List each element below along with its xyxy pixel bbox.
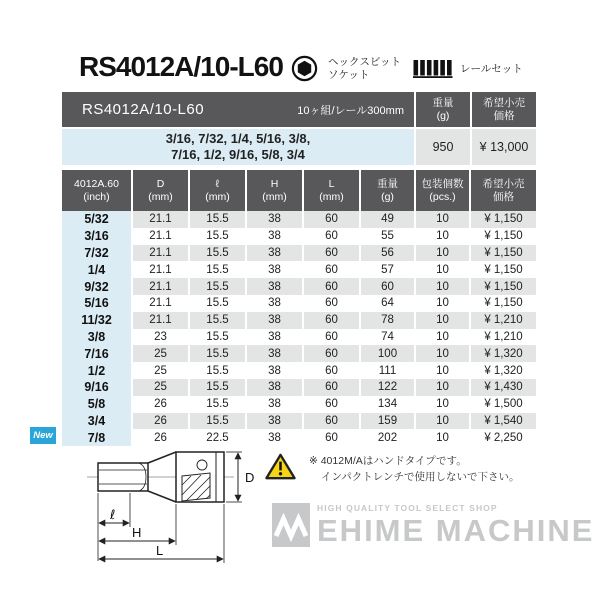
cell-price: ¥ 1,430: [471, 379, 536, 396]
rail-set-label: レールセット: [460, 63, 523, 75]
cell-inch: 7/16: [62, 345, 131, 362]
cell-weight: 122: [361, 379, 414, 396]
summary-model-cell: [62, 92, 414, 127]
cell-h: 38: [247, 245, 302, 262]
cell-inch: 3/4: [62, 413, 131, 430]
cell-pcs: 10: [416, 329, 469, 346]
cell-price: ¥ 1,150: [471, 295, 536, 312]
cell-ell: 15.5: [190, 379, 245, 396]
cell-h: 38: [247, 211, 302, 228]
cell-pcs: 10: [416, 295, 469, 312]
cell-d: 21.1: [133, 278, 188, 295]
cell-h: 38: [247, 329, 302, 346]
table-row: [62, 429, 536, 446]
cell-h: 38: [247, 396, 302, 413]
cell-d: 21.1: [133, 228, 188, 245]
cell-weight: 78: [361, 312, 414, 329]
column-header-l: L (mm): [304, 170, 359, 211]
cell-inch: 1/2: [62, 362, 131, 379]
cell-price: ¥ 1,210: [471, 312, 536, 329]
cell-h: 38: [247, 295, 302, 312]
dimension-drawing: [60, 447, 298, 576]
table-row: [62, 362, 536, 379]
column-header-price: 希望小売 価格: [471, 170, 536, 211]
summary-sizes-cell: [62, 129, 414, 165]
cell-pcs: 10: [416, 312, 469, 329]
cell-price: ¥ 1,540: [471, 413, 536, 430]
cell-pcs: 10: [416, 211, 469, 228]
cell-h: 38: [247, 345, 302, 362]
cell-inch: 3/16: [62, 228, 131, 245]
cell-l: 60: [304, 429, 359, 446]
sizes-line2: 7/16, 1/2, 9/16, 5/8, 3/4: [171, 147, 305, 162]
cell-price: ¥ 1,150: [471, 278, 536, 295]
svg-text:L: L: [156, 543, 164, 558]
cell-weight: 111: [361, 362, 414, 379]
column-header-inch: 4012A.60 (inch): [62, 170, 131, 211]
cell-weight: 74: [361, 329, 414, 346]
column-header-ell: ℓ (mm): [190, 170, 245, 211]
warning-note: [264, 452, 520, 487]
spec-table-header: [62, 170, 536, 211]
cell-ell: 15.5: [190, 211, 245, 228]
cell-d: 21.1: [133, 312, 188, 329]
summary-weight-header: [416, 92, 470, 127]
cell-l: 60: [304, 228, 359, 245]
cell-l: 60: [304, 211, 359, 228]
cell-price: ¥ 1,150: [471, 261, 536, 278]
summary-price-value: ¥ 13,000: [472, 129, 536, 165]
summary-price-header: [472, 92, 536, 127]
cell-inch: 5/8: [62, 396, 131, 413]
cell-pcs: 10: [416, 429, 469, 446]
cell-d: 23: [133, 329, 188, 346]
cell-ell: 15.5: [190, 312, 245, 329]
price-header-line1: 希望小売: [483, 97, 525, 109]
cell-pcs: 10: [416, 245, 469, 262]
cell-weight: 56: [361, 245, 414, 262]
table-row: [62, 261, 536, 278]
cell-pcs: 10: [416, 413, 469, 430]
cell-inch: 7/32: [62, 245, 131, 262]
summary-weight-value: 950: [416, 129, 470, 165]
cell-d: 26: [133, 429, 188, 446]
cell-weight: 134: [361, 396, 414, 413]
hex-socket-label: [328, 56, 401, 82]
cell-price: ¥ 1,320: [471, 362, 536, 379]
hex-socket-icon: [291, 55, 318, 87]
cell-pcs: 10: [416, 396, 469, 413]
cell-inch: 5/16: [62, 295, 131, 312]
table-row: [62, 329, 536, 346]
table-row: [62, 211, 536, 228]
cell-l: 60: [304, 413, 359, 430]
cell-l: 60: [304, 245, 359, 262]
cell-ell: 15.5: [190, 295, 245, 312]
cell-inch: 3/8: [62, 329, 131, 346]
cell-h: 38: [247, 429, 302, 446]
cell-d: 21.1: [133, 261, 188, 278]
cell-price: ¥ 1,320: [471, 345, 536, 362]
cell-d: 21.1: [133, 211, 188, 228]
cell-pcs: 10: [416, 362, 469, 379]
column-header-d: D (mm): [133, 170, 188, 211]
cell-h: 38: [247, 312, 302, 329]
warning-triangle-icon: [264, 452, 297, 487]
cell-l: 60: [304, 329, 359, 346]
table-row: [62, 245, 536, 262]
cell-d: 25: [133, 345, 188, 362]
cell-pcs: 10: [416, 379, 469, 396]
svg-text:D: D: [245, 470, 255, 485]
column-header-weight: 重量 (g): [361, 170, 414, 211]
cell-l: 60: [304, 396, 359, 413]
table-row: [62, 312, 536, 329]
summary-model: RS4012A/10-L60: [82, 101, 205, 118]
cell-ell: 22.5: [190, 429, 245, 446]
price-header-line2: 価格: [493, 109, 515, 122]
cell-l: 60: [304, 345, 359, 362]
shop-logo: [272, 503, 594, 552]
shop-tagline: HIGH QUALITY TOOL SELECT SHOP: [317, 503, 498, 513]
cell-inch: 11/32: [62, 312, 131, 329]
cell-d: 25: [133, 379, 188, 396]
hex-socket-label-line1: ヘックスビット: [328, 56, 401, 68]
cell-ell: 15.5: [190, 228, 245, 245]
shop-logo-mark-icon: [272, 503, 310, 552]
cell-inch: 9/16: [62, 379, 131, 396]
cell-h: 38: [247, 413, 302, 430]
cell-h: 38: [247, 379, 302, 396]
cell-inch: 7/8: [62, 429, 131, 446]
summary-header-row: [62, 92, 536, 127]
cell-price: ¥ 2,250: [471, 429, 536, 446]
weight-header-line2: (g): [436, 109, 450, 122]
cell-inch: 1/4: [62, 261, 131, 278]
cell-weight: 159: [361, 413, 414, 430]
cell-price: ¥ 1,150: [471, 211, 536, 228]
cell-ell: 15.5: [190, 413, 245, 430]
cell-pcs: 10: [416, 261, 469, 278]
cell-weight: 64: [361, 295, 414, 312]
cell-price: ¥ 1,150: [471, 245, 536, 262]
cell-price: ¥ 1,210: [471, 329, 536, 346]
cell-weight: 202: [361, 429, 414, 446]
page-title: RS4012A/10-L60: [79, 51, 283, 82]
cell-weight: 55: [361, 228, 414, 245]
cell-l: 60: [304, 261, 359, 278]
table-row: [62, 295, 536, 312]
warning-line1: ※ 4012M/Aはハンドタイプです。: [309, 455, 467, 467]
cell-weight: 49: [361, 211, 414, 228]
spec-table-body: [62, 211, 536, 446]
shop-name: EHIME MACHINE: [317, 513, 595, 548]
rail-set-icon: [413, 60, 453, 84]
table-row: [62, 379, 536, 396]
cell-price: ¥ 1,500: [471, 396, 536, 413]
cell-l: 60: [304, 278, 359, 295]
cell-pcs: 10: [416, 278, 469, 295]
cell-l: 60: [304, 362, 359, 379]
cell-d: 21.1: [133, 245, 188, 262]
cell-l: 60: [304, 295, 359, 312]
cell-l: 60: [304, 379, 359, 396]
cell-inch: 9/32: [62, 278, 131, 295]
cell-pcs: 10: [416, 345, 469, 362]
warning-line2: インパクトレンチで使用しないで下さい。: [321, 471, 520, 483]
summary-set-description: 10ヶ組/レール300mm: [297, 104, 404, 117]
table-row: [62, 228, 536, 245]
cell-d: 21.1: [133, 295, 188, 312]
cell-weight: 57: [361, 261, 414, 278]
cell-weight: 100: [361, 345, 414, 362]
cell-inch: 5/32: [62, 211, 131, 228]
column-header-h: H (mm): [247, 170, 302, 211]
cell-weight: 60: [361, 278, 414, 295]
cell-ell: 15.5: [190, 345, 245, 362]
cell-ell: 15.5: [190, 261, 245, 278]
cell-h: 38: [247, 228, 302, 245]
cell-h: 38: [247, 278, 302, 295]
weight-header-line1: 重量: [432, 97, 454, 109]
table-row: [62, 396, 536, 413]
hex-socket-label-line2: ソケット: [328, 69, 370, 81]
table-row: [62, 413, 536, 430]
cell-price: ¥ 1,150: [471, 228, 536, 245]
cell-h: 38: [247, 362, 302, 379]
column-header-pcs: 包装個数 (pcs.): [416, 170, 469, 211]
sizes-line1: 3/16, 7/32, 1/4, 5/16, 3/8,: [165, 131, 311, 146]
cell-h: 38: [247, 261, 302, 278]
cell-ell: 15.5: [190, 329, 245, 346]
cell-ell: 15.5: [190, 245, 245, 262]
cell-pcs: 10: [416, 228, 469, 245]
table-row: [62, 278, 536, 295]
svg-text:H: H: [132, 525, 142, 540]
summary-value-row: [62, 129, 536, 165]
cell-l: 60: [304, 312, 359, 329]
cell-d: 26: [133, 396, 188, 413]
cell-ell: 15.5: [190, 278, 245, 295]
table-row: [62, 345, 536, 362]
cell-d: 25: [133, 362, 188, 379]
cell-ell: 15.5: [190, 362, 245, 379]
new-badge: New: [30, 427, 56, 444]
cell-ell: 15.5: [190, 396, 245, 413]
svg-text:ℓ: ℓ: [110, 508, 116, 523]
cell-d: 26: [133, 413, 188, 430]
